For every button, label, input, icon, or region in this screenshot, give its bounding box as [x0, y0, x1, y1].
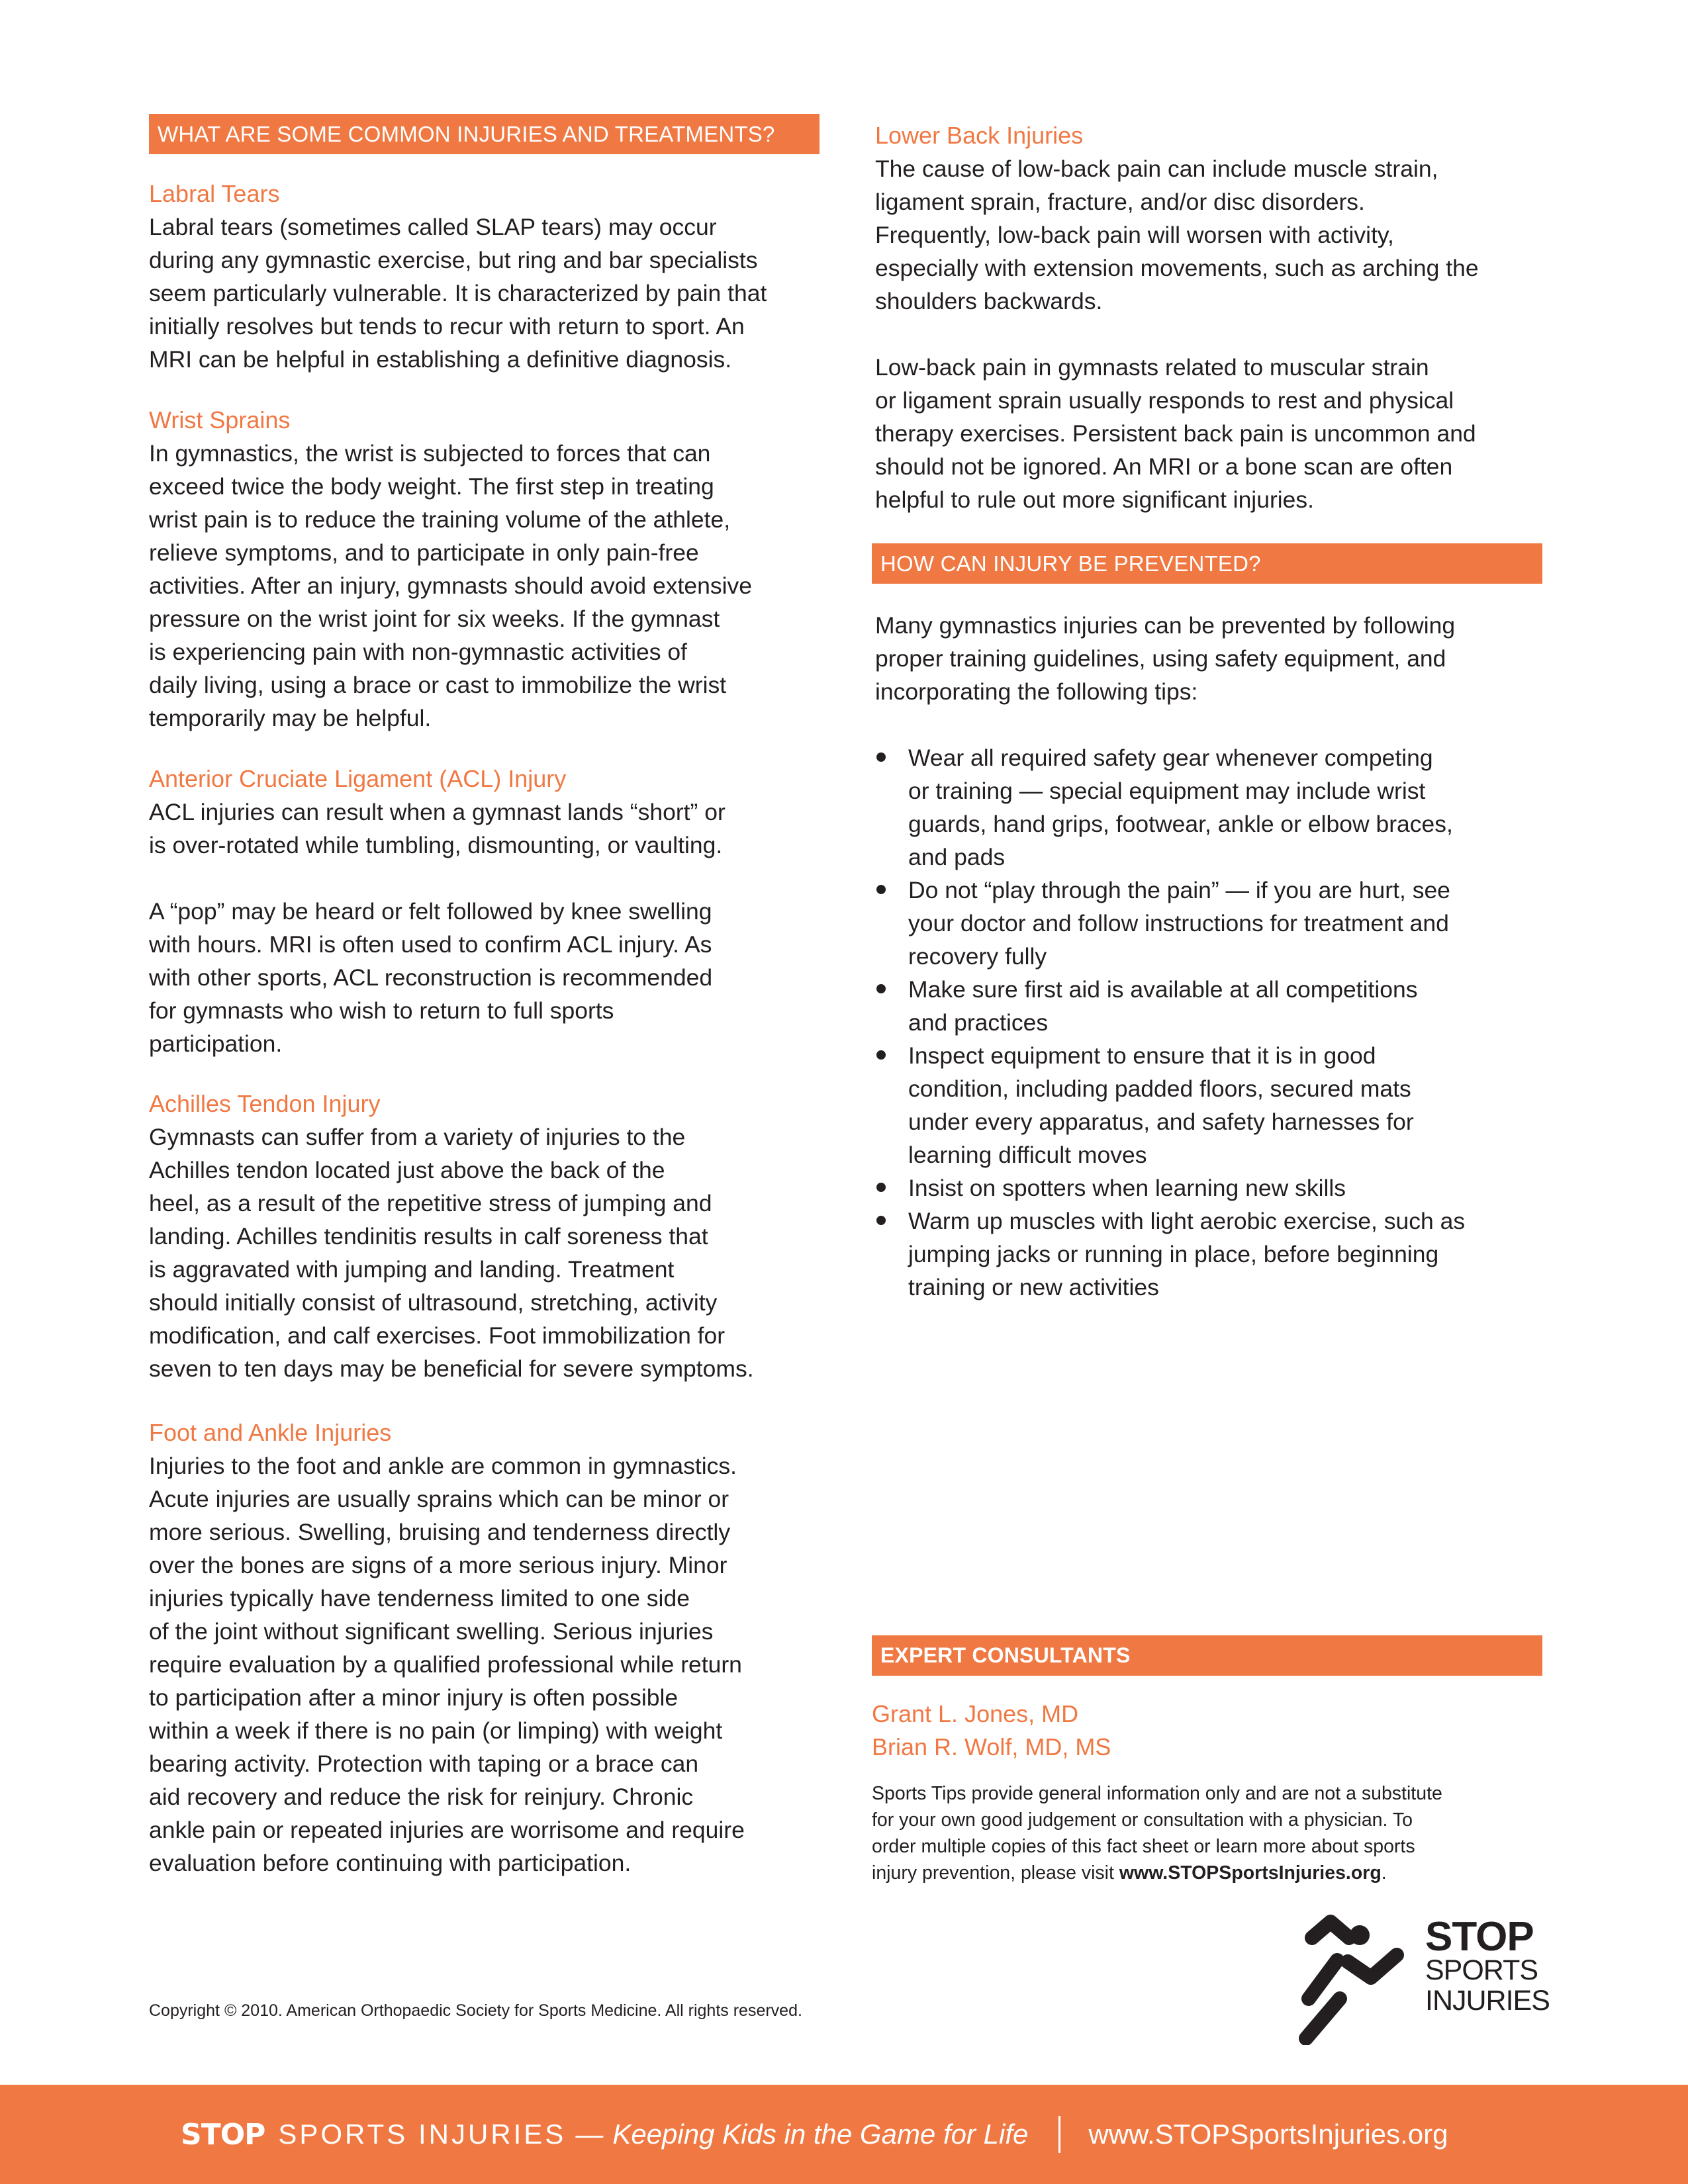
topic-body-labral-tears: Labral tears (sometimes called SLAP tears) may occur during any gymnastic exercise, but ring and bar specialists seem particularly vulnerable. It is characterized by pain that initially resolves but tends to recur with return to sport. An MRI can be helpful in establishing a definitive diagnosis.	[149, 214, 767, 373]
logo-wordmark: STOP SPORTS INJURIES	[1425, 1914, 1550, 2017]
footer-divider	[1058, 2116, 1060, 2153]
tip-item: Make sure first aid is available at all competitions and practices	[875, 973, 1537, 1039]
tip-item: Insist on spotters when learning new skills	[875, 1171, 1537, 1205]
bullet-icon	[876, 885, 886, 894]
copyright-notice: Copyright © 2010. American Orthopaedic Society for Sports Medicine. All rights reserved.	[149, 2001, 802, 2020]
bullet-icon	[876, 1183, 886, 1192]
tip-item: Warm up muscles with light aerobic exercise, such as jumping jacks or running in place, before beginning training or new activities	[875, 1205, 1537, 1304]
stop-sports-injuries-logo	[1297, 1913, 1549, 2045]
topic-body-acl: ACL injuries can result when a gymnast lands “short” or is over-rotated while tumbling, dismounting, or vaulting. A “pop” may be heard or felt followed by knee swelling with hours. MRI is often used to confirm ACL injury. As with other sports, ACL reconstruction is recommended for gymnasts who wish to return to full sports participation.	[149, 799, 726, 1057]
footer-dash: —	[575, 2118, 604, 2150]
disclaimer: Sports Tips provide general information only and are not a substitute for your own good judgement or consultation with a physician. To order multiple copies of this fact sheet or learn more about sports injury prevention, please visit www.STOPSportsInjuries.org.	[872, 1783, 1442, 1884]
running-figure-icon	[1297, 1913, 1423, 2045]
topic-title-foot-ankle: Foot and Ankle Injuries	[149, 1419, 392, 1446]
section-header-prevention: HOW CAN INJURY BE PREVENTED?	[872, 543, 1542, 584]
expert-names	[872, 1698, 1111, 1764]
topic-body-foot-ankle: Injuries to the foot and ankle are common in gymnastics. Acute injuries are usually sprains which can be minor or more serious. Swelling, bruising and tenderness directly over the bones are signs of a more serious injury. Minor injuries typically have tenderness limited to one side of the joint without significant swelling. Serious injuries require evaluation by a qualified professional while return to participation after a minor injury is often possible within a week if there is no pain (or limping) with weight bearing activity. Protection with taping or a brace can aid recovery and reduce the risk for reinjury. Chronic ankle pain or repeated injuries are worrisome and require evaluation before continuing with participation.	[149, 1453, 745, 1876]
topic-title-achilles: Achilles Tendon Injury	[149, 1090, 381, 1117]
topic-title-labral-tears: Labral Tears	[149, 180, 280, 207]
bullet-icon	[876, 752, 886, 762]
section-header-injuries: WHAT ARE SOME COMMON INJURIES AND TREATMENTS?	[149, 114, 820, 154]
topic-body-achilles: Gymnasts can suffer from a variety of injuries to the Achilles tendon located just above the back of the heel, as a result of the repetitive stress of jumping and landing. Achilles tendinitis results in calf soreness that is aggravated with jumping and landing. Treatment should initially consist of ultrasound, stretching, activity modification, and calf exercises. Foot immobilization for seven to ten days may be beneficial for severe symptoms.	[149, 1124, 754, 1382]
prevention-intro: Many gymnastics injuries can be prevented by following proper training guidelines, using safety equipment, and incorporating the following tips:	[875, 612, 1456, 705]
topic-title-wrist-sprains: Wrist Sprains	[149, 406, 291, 433]
footer-brand-name: SPORTS INJURIES	[278, 2118, 567, 2150]
bullet-icon	[876, 1050, 886, 1060]
tip-item: Wear all required safety gear whenever competing or training — special equipment may include wrist guards, hand grips, footwear, ankle or elbow braces, and pads	[875, 741, 1537, 874]
disclaimer-website-link[interactable]: www.STOPSportsInjuries.org	[1119, 1862, 1382, 1884]
bullet-icon	[876, 984, 886, 993]
footer-tagline: Keeping Kids in the Game for Life	[612, 2118, 1029, 2150]
tip-item: Do not “play through the pain” — if you are hurt, see your doctor and follow instructions for treatment and recovery fully	[875, 874, 1537, 973]
topic-body-lower-back: The cause of low-back pain can include muscle strain, ligament sprain, fracture, and/or disc disorders. Frequently, low-back pain will worsen with activity, especially with extension movements, such as arching the shoulders backwards. Low-back pain in gymnasts related to muscular strain or ligament sprain usually responds to rest and physical therapy exercises. Persistent back pain is uncommon and should not be ignored. An MRI or a bone scan are often helpful to rule out more significant injuries.	[875, 156, 1479, 513]
expert-name: Brian R. Wolf, MD, MS	[872, 1733, 1111, 1760]
topic-title-lower-back: Lower Back Injuries	[875, 122, 1084, 149]
topic-title-acl: Anterior Cruciate Ligament (ACL) Injury	[149, 765, 567, 792]
footer-banner	[0, 2085, 1688, 2184]
bullet-icon	[876, 1216, 886, 1225]
section-header-experts: EXPERT CONSULTANTS	[872, 1635, 1542, 1676]
prevention-tips-list	[875, 741, 1537, 1304]
tip-item: Inspect equipment to ensure that it is in good condition, including padded floors, secured mats under every apparatus, and safety harnesses for learning difficult moves	[875, 1039, 1537, 1171]
footer-website-link[interactable]: www.STOPSportsInjuries.org	[1088, 2118, 1448, 2150]
expert-name: Grant L. Jones, MD	[872, 1700, 1079, 1727]
footer-brand-stop: STOP	[181, 2117, 265, 2152]
topic-body-wrist-sprains: In gymnastics, the wrist is subjected to forces that can exceed twice the body weight. The first step in treating wrist pain is to reduce the training volume of the athlete, relieve symptoms, and to participate in only pain-free activities. After an injury, gymnasts should avoid extensive pressure on the wrist joint for six weeks. If the gymnast is experiencing pain with non-gymnastic activities of daily living, using a brace or cast to immobilize the wrist temporarily may be helpful.	[149, 440, 752, 731]
